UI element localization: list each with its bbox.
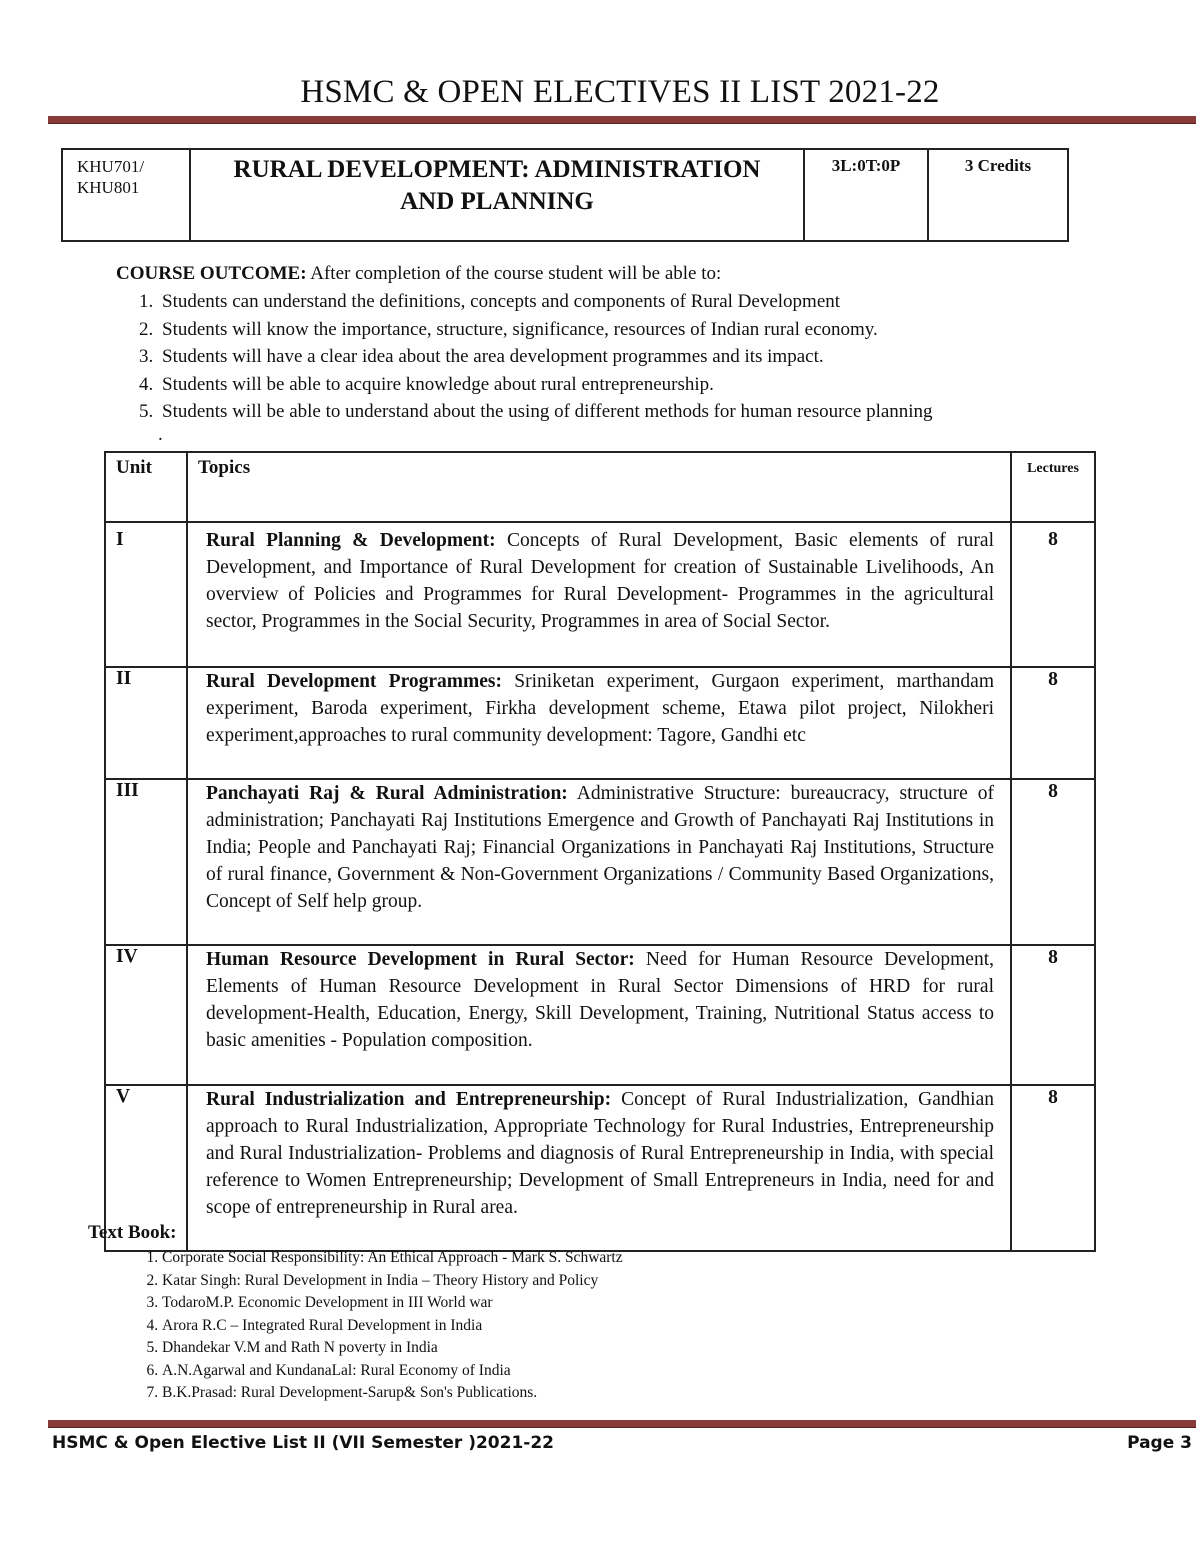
footer-rule: [48, 1420, 1196, 1428]
page-number: Page 3: [1127, 1433, 1192, 1453]
lecture-count: 8: [1011, 779, 1095, 945]
header-rule: [48, 116, 1196, 124]
lecture-count: 8: [1011, 1085, 1095, 1251]
outcome-label: COURSE OUTCOME:: [116, 263, 307, 284]
list-item: 2. Students will know the importance, structure, significance, resources of Indian rural economy.: [158, 316, 1126, 344]
course-code-line1: KHU701/: [77, 157, 145, 176]
unit-number: III: [105, 779, 187, 945]
topic-heading: Rural Development Programmes:: [206, 671, 503, 692]
course-code-line2: KHU801: [77, 178, 140, 197]
unit-topics: [187, 1085, 1011, 1251]
outcome-trailing-dot: .: [158, 424, 163, 445]
list-item: 4. Students will be able to acquire knowledge about rural entrepreneurship.: [158, 371, 1126, 399]
topic-heading: Rural Industrialization and Entrepreneurship:: [206, 1089, 612, 1110]
unit-number: II: [105, 667, 187, 779]
unit-number: I: [105, 522, 187, 667]
topic-text: Sriniketan experiment, Gurgaon experiment, marthandam experiment, Baroda experiment, Firkha development scheme, Etawa pilot project, Nilokheri experiment,approaches to rural community development: Tagore, Gandhi etc: [206, 671, 994, 746]
unit-topics: [187, 667, 1011, 779]
table-row: [105, 522, 1095, 667]
outcome-list: [116, 288, 1126, 426]
topic-text: Administrative Structure: bureaucracy, structure of administration; Panchayati Raj Institutions Emergence and Growth of Panchayati Raj Institutions in India; People and Panchayati Raj; Financial Organizations in Panchayati Raj Institutions, Structure of rural finance, Government & Non-Government Organizations / Community Based Organizations, Concept of Self help group.: [206, 783, 995, 912]
course-ltp: 3L:0T:0P: [804, 149, 928, 241]
footer-title: HSMC & Open Elective List II (VII Semester )2021-22: [52, 1433, 555, 1453]
list-item: 2. Katar Singh: Rural Development in India – Theory History and Policy: [162, 1270, 623, 1293]
list-item: 5. Dhandekar V.M and Rath N poverty in India: [162, 1337, 623, 1360]
topic-text: Need for Human Resource Development, Elements of Human Resource Development in Rural Sector Dimensions of HRD for rural development-Health, Education, Energy, Skill Development, Training, Nutritional Status access to basic amenities - Population composition.: [206, 949, 995, 1051]
unit-topics: [187, 779, 1011, 945]
outcome-intro: After completion of the course student will be able to:: [306, 263, 722, 284]
course-title-line2: AND PLANNING: [400, 188, 594, 215]
unit-number: IV: [105, 945, 187, 1085]
course-outcome: [116, 260, 1126, 426]
syllabus-table: [104, 451, 1096, 1252]
page-title: HSMC & OPEN ELECTIVES II LIST 2021-22: [300, 74, 940, 110]
unit-topics: [187, 945, 1011, 1085]
course-title-line1: RURAL DEVELOPMENT: ADMINISTRATION: [233, 156, 761, 183]
table-row: [105, 779, 1095, 945]
table-row: [105, 945, 1095, 1085]
list-item: 7. B.K.Prasad: Rural Development-Sarup& Son's Publications.: [162, 1382, 623, 1405]
topic-text: Concept of Rural Industrialization, Gandhian approach to Rural Industrialization, Appropriate Technology for Rural Industries, Entrepreneurship and Rural Industrialization- Problems and diagnosis of Rural Entrepreneurship in India, with special reference to Women Entrepreneurship; Development of Small Entrepreneurs in India, need for and scope of entrepreneurship in Rural area.: [206, 1089, 994, 1218]
list-item: 1. Corporate Social Responsibility: An Ethical Approach - Mark S. Schwartz: [162, 1247, 623, 1270]
list-item: 3. TodaroM.P. Economic Development in III World war: [162, 1292, 623, 1315]
table-row: [105, 1085, 1095, 1251]
course-title: [190, 149, 804, 241]
unit-number: V: [105, 1085, 187, 1251]
table-header-row: [105, 452, 1095, 522]
header-unit: Unit: [105, 452, 187, 522]
outcome-lead: [116, 260, 1126, 288]
unit-topics: [187, 522, 1011, 667]
lecture-count: 8: [1011, 667, 1095, 779]
header-lectures: Lectures: [1011, 452, 1095, 522]
course-credits: 3 Credits: [928, 149, 1068, 241]
list-item: 4. Arora R.C – Integrated Rural Development in India: [162, 1315, 623, 1338]
topic-text: Concepts of Rural Development, Basic elements of rural Development, and Importance of Rural Development for creation of Sustainable Livelihoods, An overview of Policies and Programmes for Rural Development- Programmes in the agricultural sector, Programmes in the Social Security, Programmes in area of Social Sector.: [206, 530, 994, 632]
list-item: 1. Students can understand the definitions, concepts and components of Rural Development: [158, 288, 1126, 316]
textbook-list: [136, 1247, 623, 1405]
header-topics: Topics: [187, 452, 1011, 522]
topic-heading: Human Resource Development in Rural Sector:: [206, 949, 635, 970]
list-item: 3. Students will have a clear idea about the area development programmes and its impact.: [158, 343, 1126, 371]
topic-heading: Rural Planning & Development:: [206, 530, 496, 551]
textbook-heading: Text Book:: [88, 1222, 177, 1243]
table-row: [105, 667, 1095, 779]
list-item: 5. Students will be able to understand about the using of different methods for human resource planning: [158, 398, 1126, 426]
lecture-count: 8: [1011, 945, 1095, 1085]
topic-heading: Panchayati Raj & Rural Administration:: [206, 783, 568, 804]
lecture-count: 8: [1011, 522, 1095, 667]
list-item: 6. A.N.Agarwal and KundanaLal: Rural Economy of India: [162, 1360, 623, 1383]
course-header-table: [61, 148, 1069, 242]
course-code: [62, 149, 190, 241]
